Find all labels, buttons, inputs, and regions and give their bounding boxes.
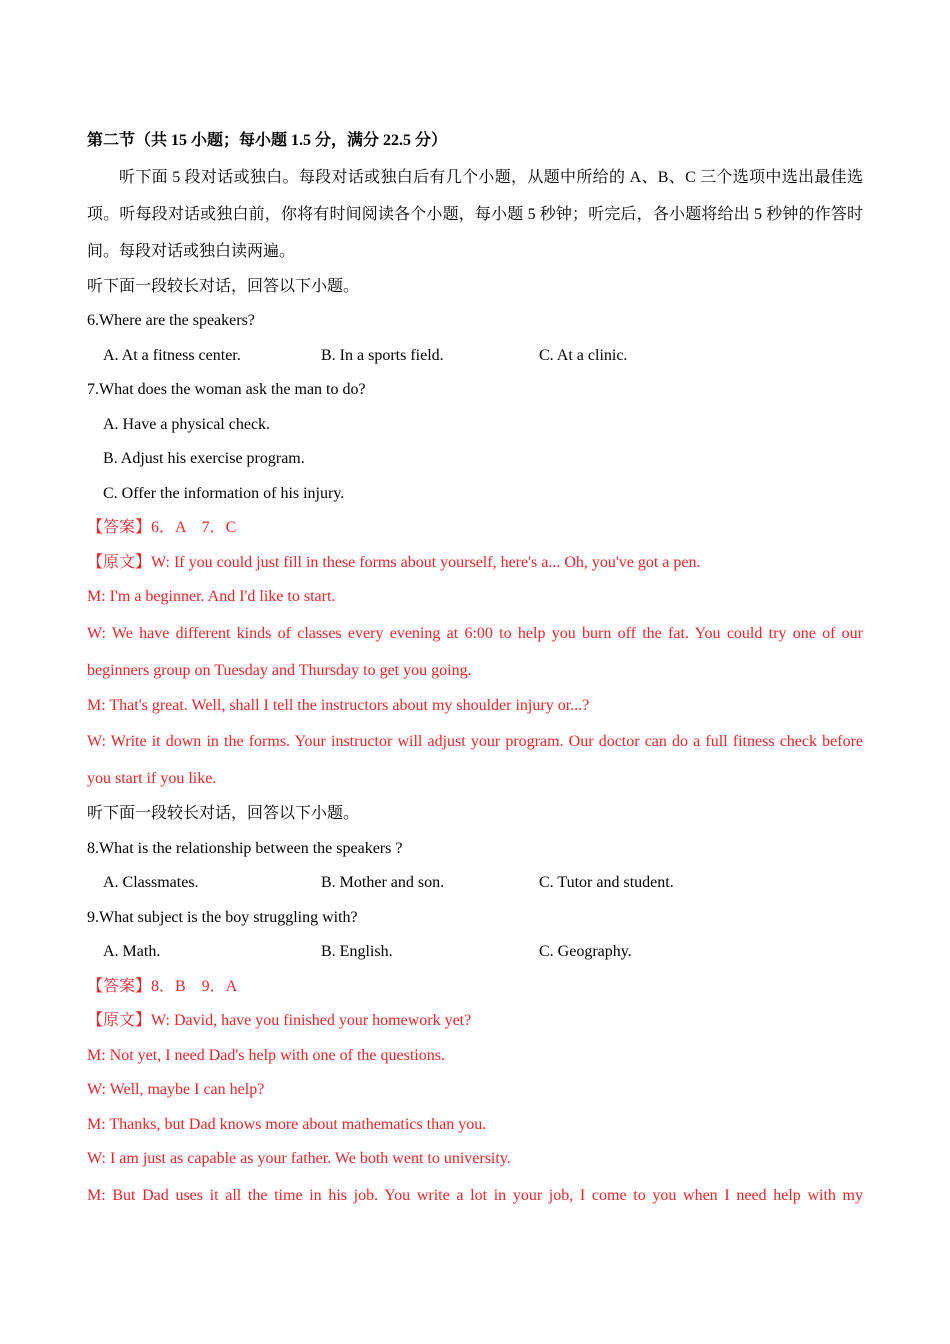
section-heading: 第二节（共 15 小题；每小题 1.5 分，满分 22.5 分） xyxy=(87,132,448,149)
option-a: A. At a fitness center. xyxy=(103,346,241,364)
transcript-label: 【原文】 xyxy=(87,553,152,571)
section-instructions: 听下面 5 段对话或独白。每段对话或独白后有几个小题，从题中所给的 A、B、C 三个选项中选出最佳选项。听每段对话或独白前，你将有时间阅读各个小题，每小题 5 秒钟；听完后，各小题将给出 5 秒钟的作答时间。每段对话或独白读两遍。 xyxy=(87,168,863,260)
transcript-line: W: I am just as capable as your father. We both went to university. xyxy=(87,1150,511,1167)
answer-key: 【答案】8．B 9．A xyxy=(87,977,238,995)
option-a: A. Classmates. xyxy=(103,874,199,891)
option-c: C. Tutor and student. xyxy=(539,874,674,891)
transcript-text: W: If you could just fill in these forms about yourself, here's a... Oh, you've got a pen. xyxy=(151,553,701,571)
question-7: 7.What does the woman ask the man to do? xyxy=(87,381,366,398)
transcript-line: M: I'm a beginner. And I'd like to start. xyxy=(87,588,336,605)
transcript-line: M: Not yet, I need Dad's help with one of the questions. xyxy=(87,1046,445,1064)
transcript-line: W: Well, maybe I can help? xyxy=(87,1081,265,1098)
transcript-line: M: Thanks, but Dad knows more about mathematics than you. xyxy=(87,1115,487,1133)
transcript-line: M: But Dad uses it all the time in his job. You write a lot in your job, I come to you when I need help with my xyxy=(87,1186,863,1204)
option-b: B. English. xyxy=(321,943,393,960)
option-a: A. Have a physical check. xyxy=(103,415,271,433)
option-b: B. Mother and son. xyxy=(321,874,445,891)
question-9: 9.What subject is the boy struggling with? xyxy=(87,908,358,926)
transcript-line: M: That's great. Well, shall I tell the instructors about my shoulder injury or...? xyxy=(87,696,590,714)
listen-prompt: 听下面一段较长对话，回答以下小题。 xyxy=(87,805,360,822)
question-6: 6.Where are the speakers? xyxy=(87,312,255,329)
transcript-label: 【原文】 xyxy=(87,1012,152,1029)
question-9-options xyxy=(87,935,863,970)
page-content xyxy=(87,124,863,1214)
question-8-options xyxy=(87,866,863,901)
answer-key: 【答案】6．A 7．C xyxy=(87,519,237,536)
option-c: C. Geography. xyxy=(539,943,632,960)
transcript-line xyxy=(87,546,863,581)
option-c: C. Offer the information of his injury. xyxy=(103,484,345,502)
option-b: B. Adjust his exercise program. xyxy=(103,450,305,467)
question-6-options xyxy=(87,339,863,374)
transcript-line: W: Write it down in the forms. Your instructor will adjust your program. Our doctor can do a full fitness check before you start if you like. xyxy=(87,733,863,787)
question-8: 8.What is the relationship between the speakers ? xyxy=(87,839,403,857)
listen-prompt: 听下面一段较长对话，回答以下小题。 xyxy=(87,277,360,295)
option-c: C. At a clinic. xyxy=(539,346,628,364)
transcript-text: W: David, have you finished your homework yet? xyxy=(151,1012,472,1029)
transcript-line xyxy=(87,1004,863,1039)
transcript-line: W: We have different kinds of classes every evening at 6:00 to help you burn off the fat. You could try one of our beginners group on Tuesday and Thursday to get you going. xyxy=(87,624,863,679)
option-a: A. Math. xyxy=(103,943,161,960)
option-b: B. In a sports field. xyxy=(321,346,444,364)
